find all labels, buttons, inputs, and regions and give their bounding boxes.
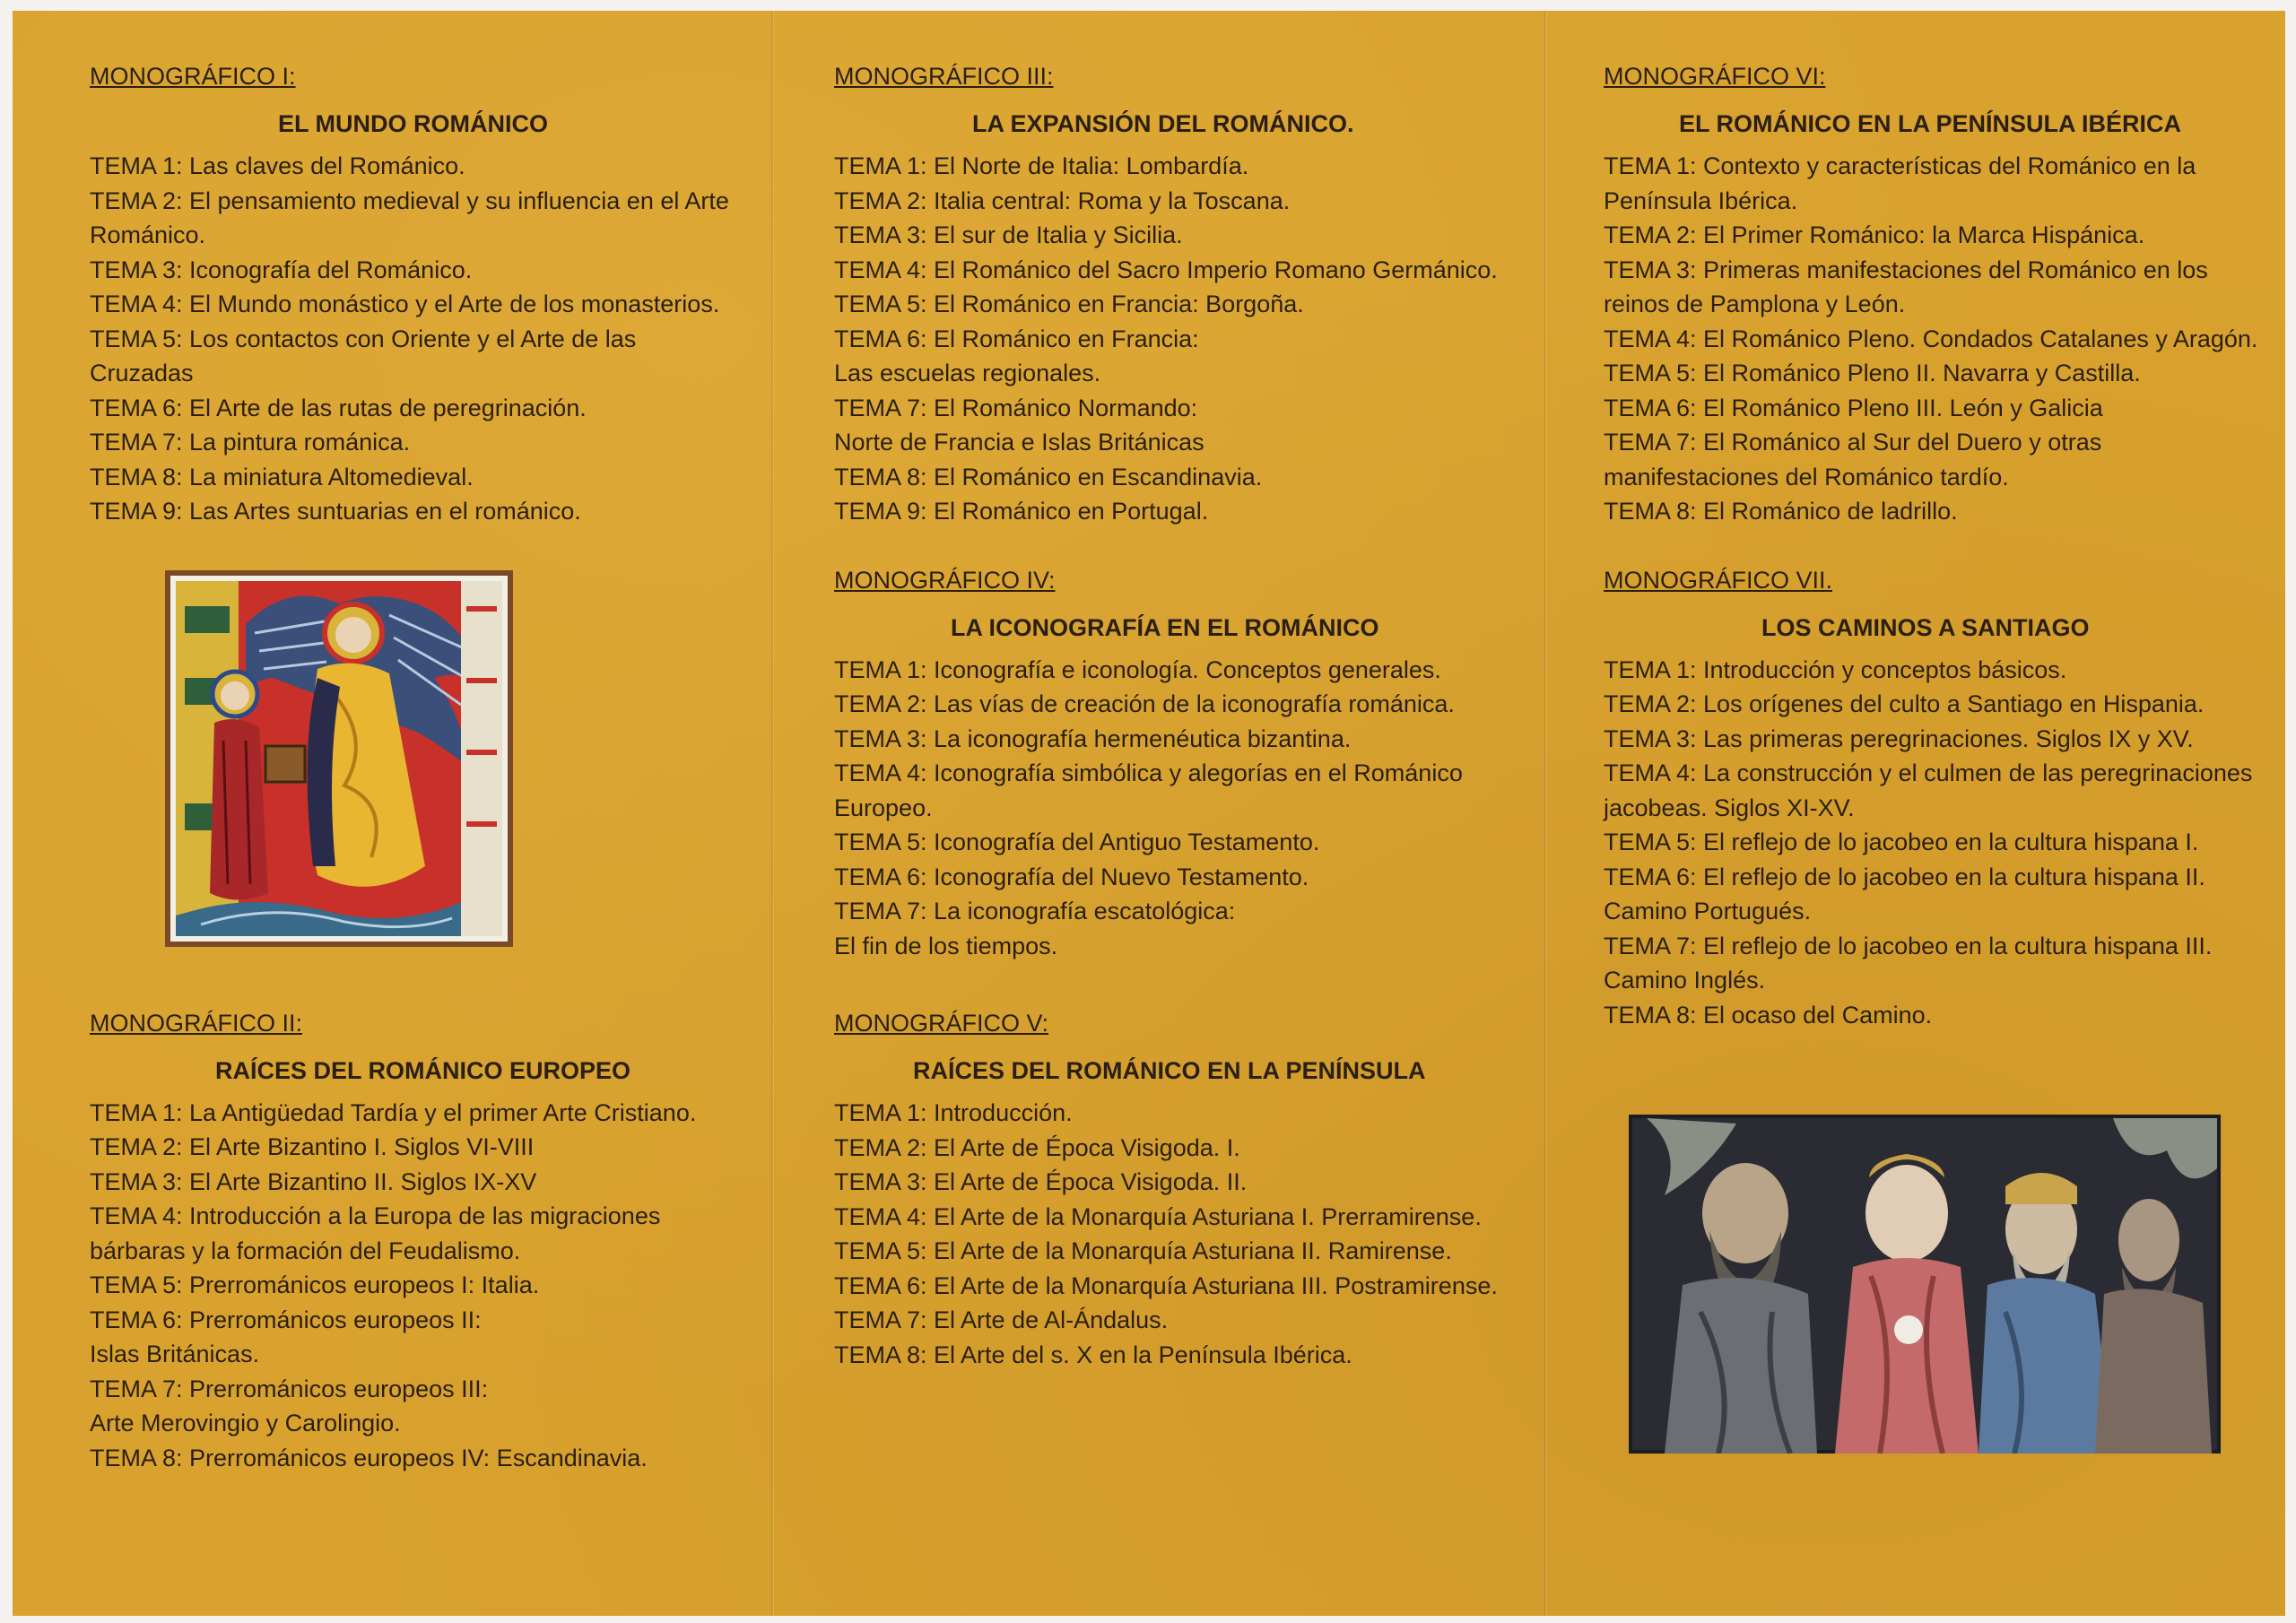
monograph-title: LA EXPANSIÓN DEL ROMÁNICO. <box>972 110 1354 137</box>
topic-item: TEMA 7: Prerrománicos europeos III: <box>90 1375 489 1402</box>
topic-item: Arte Merovingio y Carolingio. <box>90 1410 401 1436</box>
topic-item: Norte de Francia e Islas Británicas <box>834 429 1205 456</box>
monograph-label: MONOGRÁFICO III: <box>834 63 1054 90</box>
brochure-sheet <box>13 11 2285 1616</box>
topic-item: TEMA 6: Prerrománicos europeos II: <box>90 1306 482 1333</box>
topic-item: TEMA 4: El Mundo monástico y el Arte de los monasterios. <box>90 291 720 317</box>
topic-item: TEMA 1: Introducción. <box>834 1099 1073 1126</box>
topic-item: TEMA 1: Contexto y características del Románico en la Península Ibérica. <box>1604 152 2196 214</box>
monograph-title: EL MUNDO ROMÁNICO <box>278 110 548 137</box>
topic-item: TEMA 4: El Románico del Sacro Imperio Romano Germánico. <box>834 256 1498 283</box>
monograph-title: EL ROMÁNICO EN LA PENÍNSULA IBÉRICA <box>1679 110 2182 137</box>
monograph-label: MONOGRÁFICO II: <box>90 1009 303 1037</box>
topic-item: TEMA 5: Prerrománicos europeos I: Italia. <box>90 1271 540 1298</box>
panel-middle <box>771 11 1544 1616</box>
sculpture-image <box>1629 1115 2221 1454</box>
topic-item: TEMA 1: La Antigüedad Tardía y el primer Arte Cristiano. <box>90 1098 697 1126</box>
topic-item: TEMA 6: El Arte de las rutas de peregrinación. <box>90 394 587 421</box>
topic-list <box>834 653 1509 964</box>
topic-list <box>90 1096 735 1476</box>
monograph-5 <box>834 1006 1509 1372</box>
topic-item: TEMA 8: Prerrománicos europeos IV: Escandinavia. <box>90 1444 648 1471</box>
topic-item: TEMA 4: El Arte de la Monarquía Asturiana I. Prerramirense. <box>834 1202 1482 1230</box>
topic-item: TEMA 5: El Arte de la Monarquía Asturiana II. Ramirense. <box>834 1237 1452 1264</box>
monograph-label: MONOGRÁFICO V: <box>834 1010 1049 1037</box>
topic-item: TEMA 5: Iconografía del Antiguo Testamento. <box>834 829 1320 855</box>
topic-item: TEMA 3: Primeras manifestaciones del Románico en los reinos de Pamplona y León. <box>1604 256 2208 317</box>
topic-item: TEMA 2: El Primer Románico: la Marca Hispánica. <box>1604 221 2145 248</box>
topic-item: TEMA 3: Iconografía del Románico. <box>90 256 473 283</box>
panel-right <box>1544 11 2285 1616</box>
topic-item: TEMA 6: El reflejo de lo jacobeo en la cultura hispana II. Camino Portugués. <box>1604 863 2205 924</box>
monograph-6 <box>1604 59 2267 529</box>
topic-item: TEMA 7: El Arte de Al-Ándalus. <box>834 1306 1169 1333</box>
topic-item: TEMA 4: El Románico Pleno. Condados Catalanes y Aragón. <box>1604 325 2258 352</box>
topic-item: TEMA 3: Las primeras peregrinaciones. Siglos IX y XV. <box>1604 725 2194 752</box>
topic-item: Islas Británicas. <box>90 1341 260 1367</box>
topic-item: TEMA 2: El pensamiento medieval y su influencia en el Arte Románico. <box>90 187 729 248</box>
topic-item: TEMA 7: El Románico Normando: <box>834 394 1198 421</box>
monograph-1 <box>90 59 735 529</box>
topic-list <box>1604 653 2267 1033</box>
topic-item: TEMA 3: La iconografía hermenéutica bizantina. <box>834 725 1352 752</box>
apostle-sculptures-icon <box>1629 1115 2221 1454</box>
monograph-7 <box>1604 563 2267 1033</box>
topic-item: TEMA 8: El Arte del s. X en la Península Ibérica. <box>834 1341 1352 1368</box>
topic-item: TEMA 2: El Arte de Época Visigoda. I. <box>834 1133 1240 1161</box>
topic-item: TEMA 7: El reflejo de lo jacobeo en la cultura hispana III. Camino Inglés. <box>1604 932 2213 994</box>
topic-item: TEMA 6: Iconografía del Nuevo Testamento. <box>834 863 1309 890</box>
topic-item: TEMA 3: El Arte Bizantino II. Siglos IX-XV <box>90 1167 537 1195</box>
miniature-image <box>165 570 513 947</box>
topic-item: TEMA 7: La iconografía escatológica: <box>834 898 1236 924</box>
topic-item: TEMA 1: Introducción y conceptos básicos. <box>1604 655 2067 683</box>
topic-list <box>834 1096 1509 1372</box>
topic-item: TEMA 4: Introducción a la Europa de las migraciones bárbaras y la formación del Feudalismo. <box>90 1202 661 1264</box>
topic-item: El fin de los tiempos. <box>834 932 1058 959</box>
topic-item: TEMA 4: Iconografía simbólica y alegorías en el Románico Europeo. <box>834 759 1463 821</box>
topic-item: TEMA 2: Las vías de creación de la iconografía románica. <box>834 690 1455 717</box>
monograph-3 <box>834 59 1509 529</box>
topic-item: TEMA 9: El Románico en Portugal. <box>834 498 1209 525</box>
monograph-title: RAÍCES DEL ROMÁNICO EUROPEO <box>215 1056 631 1084</box>
topic-item: TEMA 7: La pintura románica. <box>90 429 411 456</box>
topic-item: TEMA 7: El Románico al Sur del Duero y otras manifestaciones del Románico tardío. <box>1604 429 2102 490</box>
topic-item: TEMA 2: Italia central: Roma y la Toscana. <box>834 187 1291 214</box>
topic-item: TEMA 2: Los orígenes del culto a Santiago en Hispania. <box>1604 690 2205 717</box>
monograph-title: RAÍCES DEL ROMÁNICO EN LA PENÍNSULA <box>913 1057 1426 1084</box>
topic-item: TEMA 3: El sur de Italia y Sicilia. <box>834 221 1183 248</box>
monograph-label: MONOGRÁFICO VI: <box>1604 63 1826 90</box>
monograph-label: MONOGRÁFICO IV: <box>834 566 1056 594</box>
topic-list <box>834 149 1509 529</box>
topic-item: TEMA 6: El Románico en Francia: <box>834 325 1199 352</box>
panel-left <box>13 11 771 1616</box>
monograph-label: MONOGRÁFICO VII. <box>1604 566 1833 594</box>
topic-item: TEMA 4: La construcción y el culmen de las peregrinaciones jacobeas. Siglos XI-XV. <box>1604 759 2253 821</box>
topic-item: TEMA 8: La miniatura Altomedieval. <box>90 463 474 490</box>
topic-list <box>90 149 735 529</box>
monograph-4 <box>834 563 1509 964</box>
topic-item: TEMA 1: El Norte de Italia: Lombardía. <box>834 152 1249 179</box>
topic-item: TEMA 8: El ocaso del Camino. <box>1604 1001 1933 1028</box>
topic-item: TEMA 6: El Arte de la Monarquía Asturiana III. Postramirense. <box>834 1271 1498 1299</box>
topic-item: TEMA 1: Las claves del Románico. <box>90 152 465 179</box>
monograph-title: LA ICONOGRAFÍA EN EL ROMÁNICO <box>951 613 1379 641</box>
topic-item: TEMA 5: El Románico Pleno II. Navarra y Castilla. <box>1604 360 2141 386</box>
topic-item: TEMA 5: El reflejo de lo jacobeo en la cultura hispana I. <box>1604 829 2199 855</box>
topic-item: TEMA 5: El Románico en Francia: Borgoña. <box>834 291 1304 317</box>
angel-miniature-icon <box>165 570 513 947</box>
topic-item: TEMA 5: Los contactos con Oriente y el Arte de las Cruzadas <box>90 325 637 386</box>
monograph-2 <box>90 1006 735 1476</box>
topic-item: TEMA 2: El Arte Bizantino I. Siglos VI-VIII <box>90 1133 535 1160</box>
topic-item: Las escuelas regionales. <box>834 360 1101 386</box>
monograph-title: LOS CAMINOS A SANTIAGO <box>1761 613 2090 641</box>
monograph-label: MONOGRÁFICO I: <box>90 63 296 90</box>
topic-list <box>1604 149 2267 529</box>
topic-item: TEMA 1: Iconografía e iconología. Conceptos generales. <box>834 655 1441 683</box>
topic-item: TEMA 3: El Arte de Época Visigoda. II. <box>834 1168 1248 1195</box>
topic-item: TEMA 9: Las Artes suntuarias en el románico. <box>90 498 581 525</box>
topic-item: TEMA 8: El Románico de ladrillo. <box>1604 498 1958 525</box>
topic-item: TEMA 8: El Románico en Escandinavia. <box>834 463 1263 490</box>
topic-item: TEMA 6: El Románico Pleno III. León y Galicia <box>1604 394 2103 421</box>
